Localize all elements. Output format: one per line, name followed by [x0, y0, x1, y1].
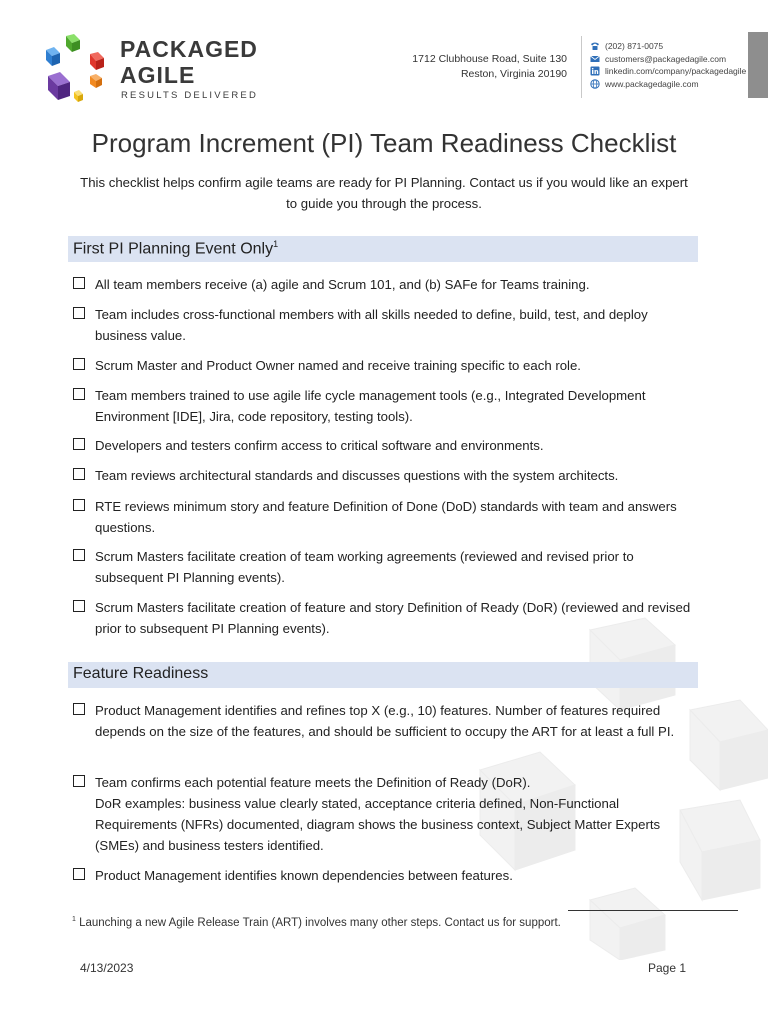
email-icon: [590, 54, 600, 64]
logo-tagline: RESULTS DELIVERED: [121, 90, 259, 101]
checkbox[interactable]: [73, 358, 85, 370]
globe-icon: [590, 79, 600, 89]
footnote: [72, 916, 561, 929]
contact-linkedin[interactable]: [590, 65, 746, 78]
section-heading-text: Feature Readiness: [73, 665, 209, 682]
checklist-item-text: RTE reviews minimum story and feature Definition of Done (DoD) standards with team and answers questions.: [95, 499, 677, 535]
section-heading-text: First PI Planning Event Only: [73, 240, 274, 258]
checklist-item: [73, 304, 697, 346]
contact-phone[interactable]: [590, 40, 746, 53]
checkbox[interactable]: [73, 438, 85, 450]
checklist-item-text: Product Management identifies and refines top X (e.g., 10) features. Number of features required depends on the size of the features, and should be sufficient to occupy the ART for at least a full PI.: [95, 703, 675, 739]
contact-website[interactable]: [590, 78, 746, 91]
checkbox[interactable]: [73, 388, 85, 400]
checklist-item-text: Developers and testers confirm access to critical software and environments.: [95, 438, 544, 453]
footer-date: 4/13/2023: [80, 961, 134, 975]
contact-website-text: www.packagedagile.com: [605, 78, 699, 89]
checklist-item: [73, 546, 697, 588]
logo-wordmark: [120, 36, 258, 88]
header-divider: [581, 36, 582, 98]
checklist-item-text: Scrum Master and Product Owner named and receive training specific to each role.: [95, 358, 581, 373]
checkbox[interactable]: [73, 600, 85, 612]
logo-word-line1: PACKAGED: [120, 36, 258, 62]
checkbox[interactable]: [73, 868, 85, 880]
checklist-item-text: Team members trained to use agile life cycle management tools (e.g., Integrated Development Environment [IDE], Jira, code repository, testing tools).: [95, 388, 646, 424]
checkbox[interactable]: [73, 307, 85, 319]
section-heading-footnote-marker: 1: [273, 239, 279, 249]
page-title: Program Increment (PI) Team Readiness Checklist: [91, 128, 677, 158]
checklist-item: [73, 385, 697, 427]
checklist-item-text: Team reviews architectural standards and discusses questions with the system architects.: [95, 468, 619, 483]
checklist-item: [73, 496, 697, 538]
side-tab-marker: [748, 32, 768, 98]
checkbox[interactable]: [73, 775, 85, 787]
checklist-item-text: Product Management identifies known dependencies between features.: [95, 868, 513, 883]
checkbox[interactable]: [73, 468, 85, 480]
checklist-item-text: All team members receive (a) agile and Scrum 101, and (b) SAFe for Teams training.: [95, 277, 590, 292]
company-address: [412, 52, 567, 82]
checklist-item: [73, 865, 697, 886]
footnote-rule: [568, 910, 738, 911]
logo-word-line2: AGILE: [120, 62, 196, 88]
checklist-item: [73, 465, 697, 486]
intro-paragraph: This checklist helps confirm agile teams are ready for PI Planning. Contact us if you would like an expert to guide you through the process.: [80, 175, 688, 211]
checklist-item-text: Team includes cross-functional members with all skills needed to define, build, test, and deploy business value.: [95, 307, 648, 343]
footnote-marker: 1: [72, 916, 76, 923]
linkedin-icon: [590, 66, 600, 76]
address-line1: 1712 Clubhouse Road, Suite 130: [412, 53, 567, 65]
checklist-item: [73, 274, 697, 295]
checklist-item-text: Team confirms each potential feature meets the Definition of Ready (DoR).: [95, 775, 531, 790]
contact-email[interactable]: [590, 53, 746, 66]
phone-icon: [590, 41, 600, 51]
checklist-item: [73, 772, 697, 856]
logo-cubes-icon: [40, 32, 112, 104]
checklist-item: [73, 597, 697, 639]
checklist-item: [73, 435, 697, 456]
address-line2: Reston, Virginia 20190: [460, 68, 567, 80]
checklist-item: [73, 700, 697, 742]
checklist-item: [73, 355, 697, 376]
checkbox[interactable]: [73, 277, 85, 289]
checkbox[interactable]: [73, 499, 85, 511]
checklist-item-text: Scrum Masters facilitate creation of team working agreements (reviewed and revised prior to subsequent PI Planning events).: [95, 549, 634, 585]
checklist-item-detail: DoR examples: business value clearly stated, acceptance criteria defined, Non-Functional Requirements (NFRs) documented, diagram shows the business context, Subject Matter Experts (SMEs) and business testers identified.: [95, 796, 661, 853]
contact-linkedin-text: linkedin.com/company/packagedagile: [605, 66, 747, 77]
contact-phone-text: (202) 871-0075: [605, 41, 664, 51]
footer-page-number: Page 1: [648, 961, 687, 975]
checkbox[interactable]: [73, 703, 85, 715]
section-heading-feature-readiness: [68, 662, 698, 688]
contact-list: [590, 40, 746, 90]
checkbox[interactable]: [73, 549, 85, 561]
section-heading-first-pi: [68, 236, 698, 262]
checklist-item-text: Scrum Masters facilitate creation of feature and story Definition of Ready (DoR) (reviewed and revised prior to subsequent PI Planning events).: [95, 600, 691, 636]
footnote-text: Launching a new Agile Release Train (ART) involves many other steps. Contact us for support.: [75, 916, 561, 929]
contact-email-text: customers@packagedagile.com: [605, 53, 727, 64]
